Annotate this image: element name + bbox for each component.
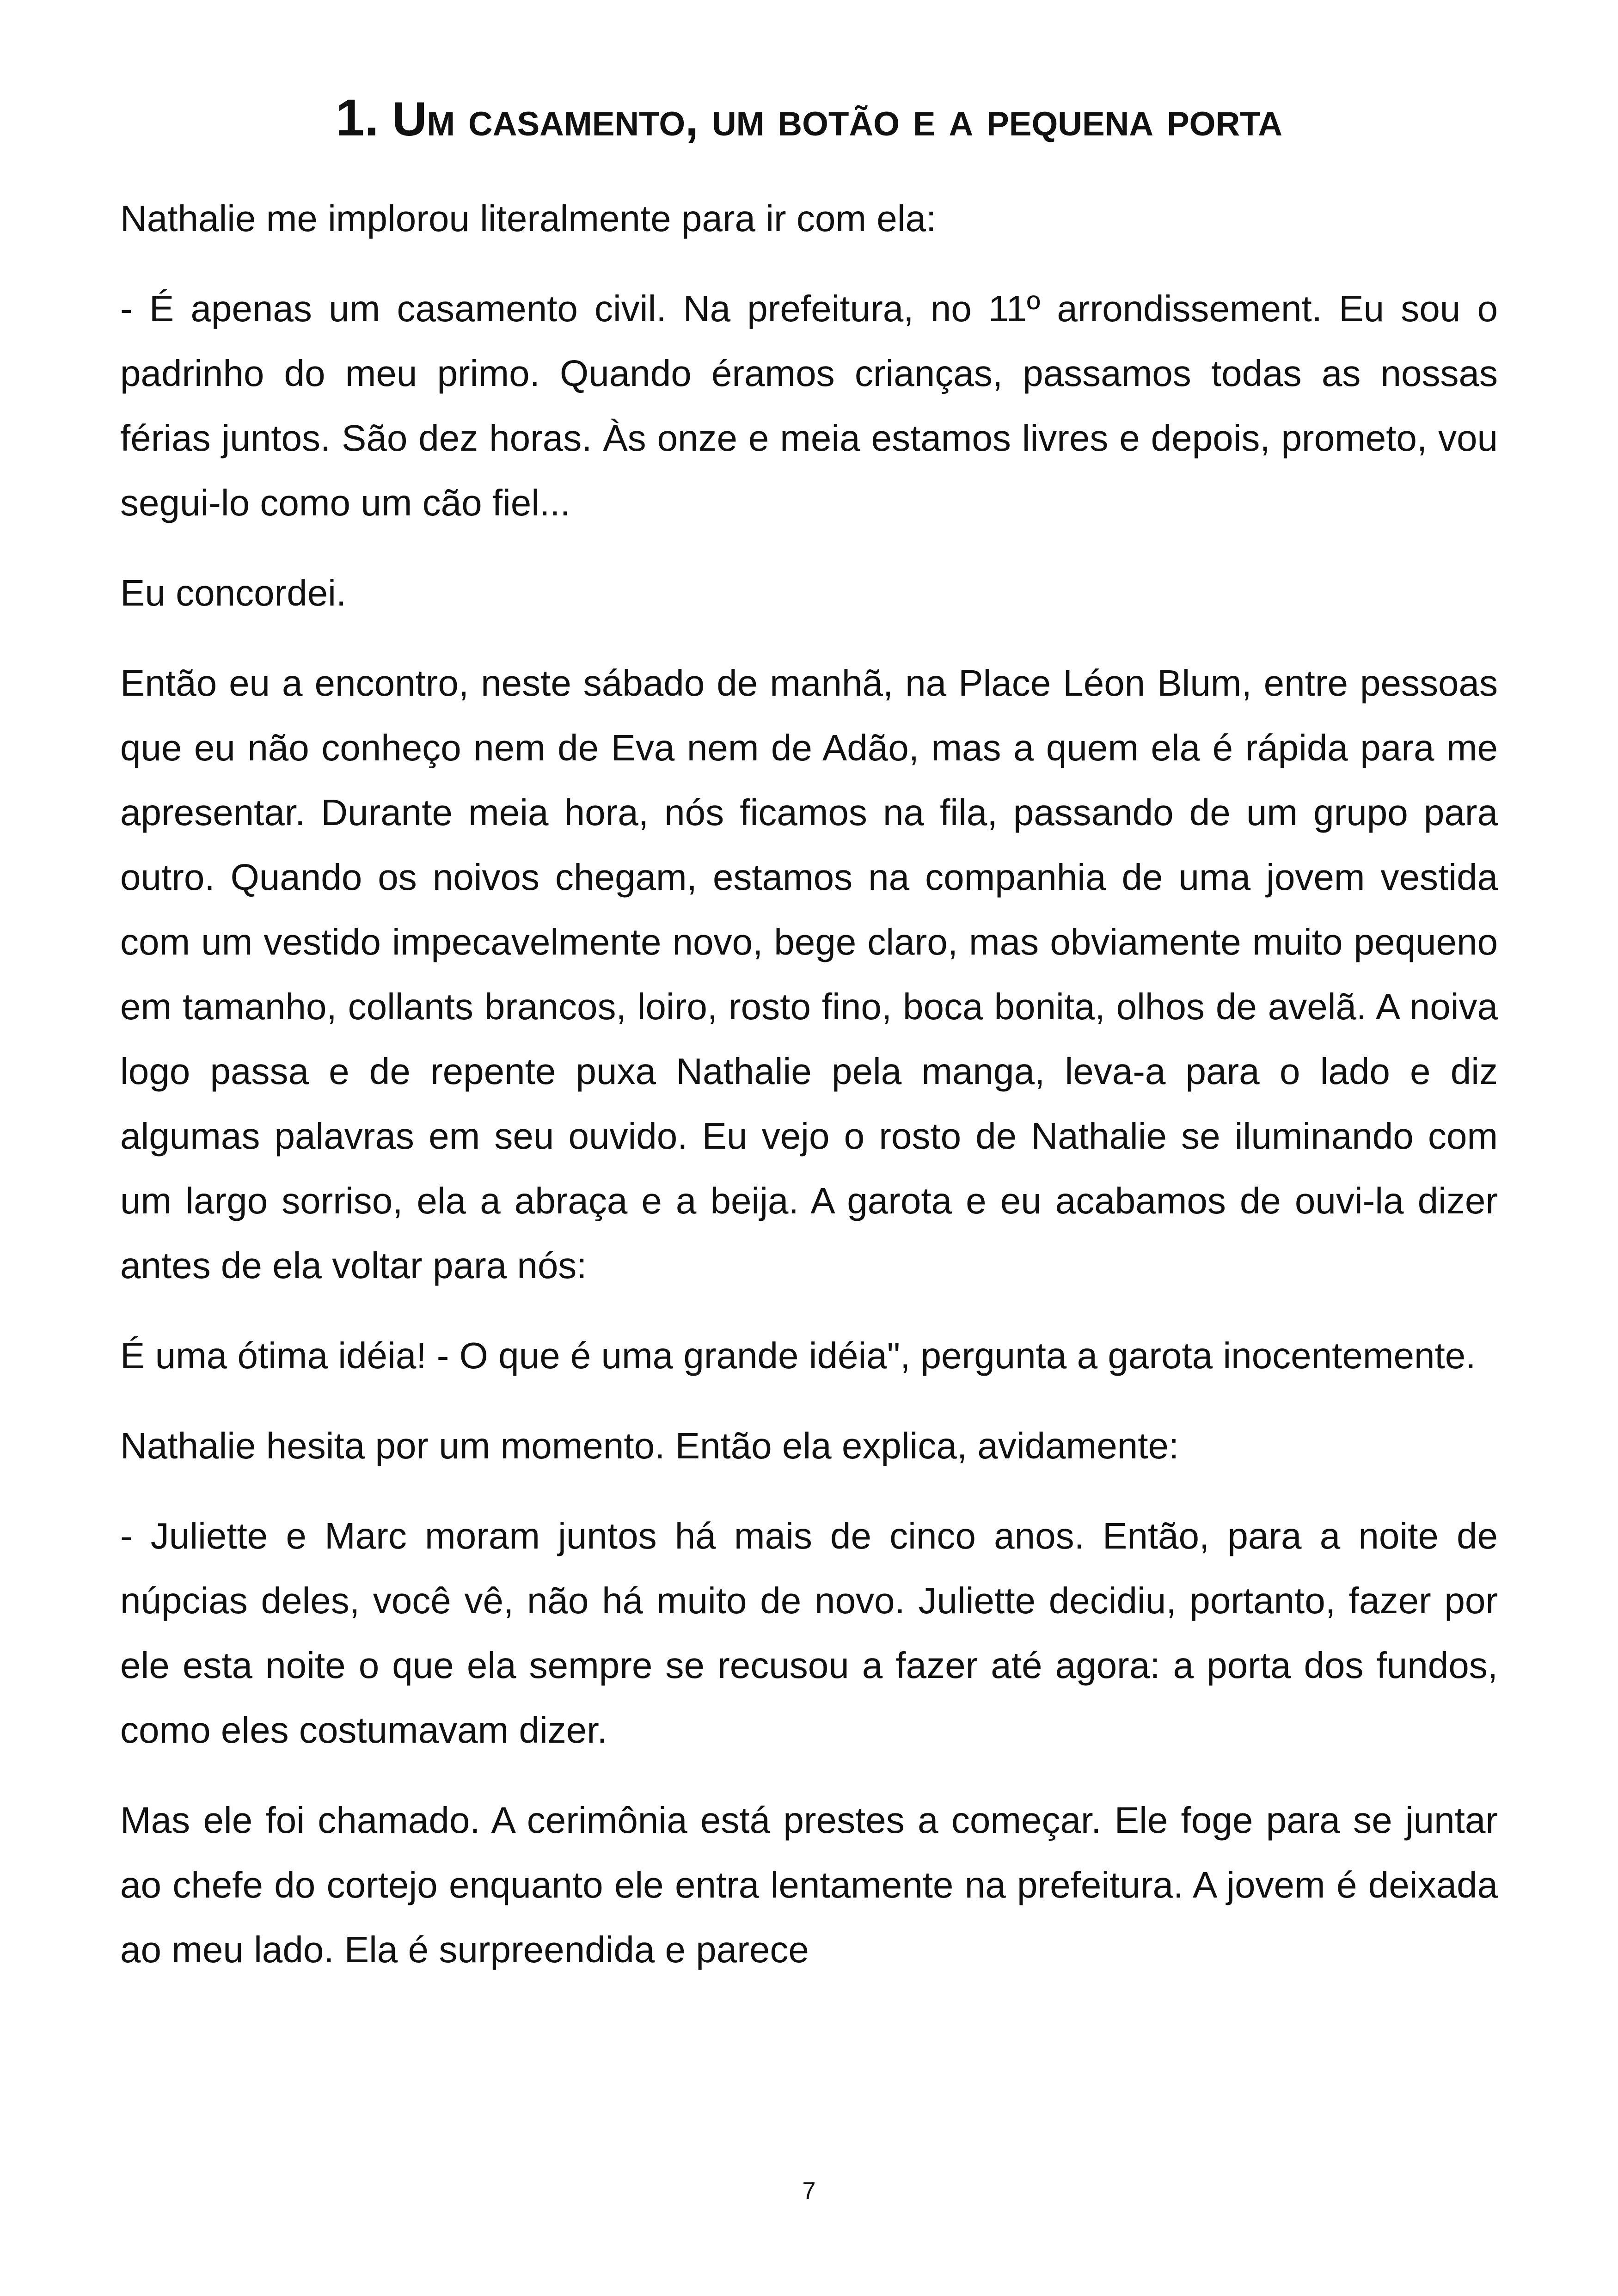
paragraph-1: Nathalie me implorou literalmente para ir com ela: — [120, 198, 937, 239]
page-number: 7 — [802, 2178, 816, 2204]
paragraph-3: Eu concordei. — [120, 572, 347, 613]
chapter-title: Um casamento, um botão e a pequena porta — [392, 92, 1283, 146]
paragraph-4: Então eu a encontro, neste sábado de manhã, na Place Léon Blum, entre pessoas que eu não conheço nem de Eva nem de Adão, mas a quem ela é rápida para me apresentar. Durante meia hora, nós ficamos na fila, passando de um grupo para outro. Quando os noivos chegam, estamos na companhia de uma jovem vestida com um vestido impecavelmente novo, bege claro, mas obviamente muito pequeno em tamanho, collants brancos, loiro, rosto fino, boca bonita, olhos de avelã. A noiva logo passa e de repente puxa Nathalie pela manga, leva-a para o lado e diz algumas palavras em seu ouvido. Eu vejo o rosto de Nathalie se iluminando com um largo sorriso, ela a abraça e a beija. A garota e eu acabamos de ouvi-la dizer antes de ela voltar para nós: — [120, 662, 1498, 1286]
paragraph-5: É uma ótima idéia! - O que é uma grande idéia", pergunta a garota inocentemente. — [120, 1335, 1476, 1376]
paragraph-8: Mas ele foi chamado. A cerimônia está prestes a começar. Ele foge para se juntar ao chefe do cortejo enquanto ele entra lentamente na prefeitura. A jovem é deixada ao meu lado. Ela é surpreendida e parece — [120, 1800, 1498, 1970]
page-body — [120, 83, 1498, 2008]
chapter-number: 1. — [335, 89, 379, 147]
paragraph-6: Nathalie hesita por um momento. Então ela explica, avidamente: — [120, 1425, 1179, 1466]
chapter-heading — [120, 83, 1498, 154]
paragraph-7: - Juliette e Marc moram juntos há mais de cinco anos. Então, para a noite de núpcias deles, você vê, não há muito de novo. Juliette decidiu, portanto, fazer por ele esta noite o que ela sempre se recusou a fazer até agora: a porta dos fundos, como eles costumavam dizer. — [120, 1515, 1498, 1751]
paragraph-2: - É apenas um casamento civil. Na prefeitura, no 11º arrondissement. Eu sou o padrinho do meu primo. Quando éramos crianças, passamos todas as nossas férias juntos. São dez horas. Às onze e meia estamos livres e depois, prometo, vou segui-lo como um cão fiel... — [120, 288, 1498, 523]
